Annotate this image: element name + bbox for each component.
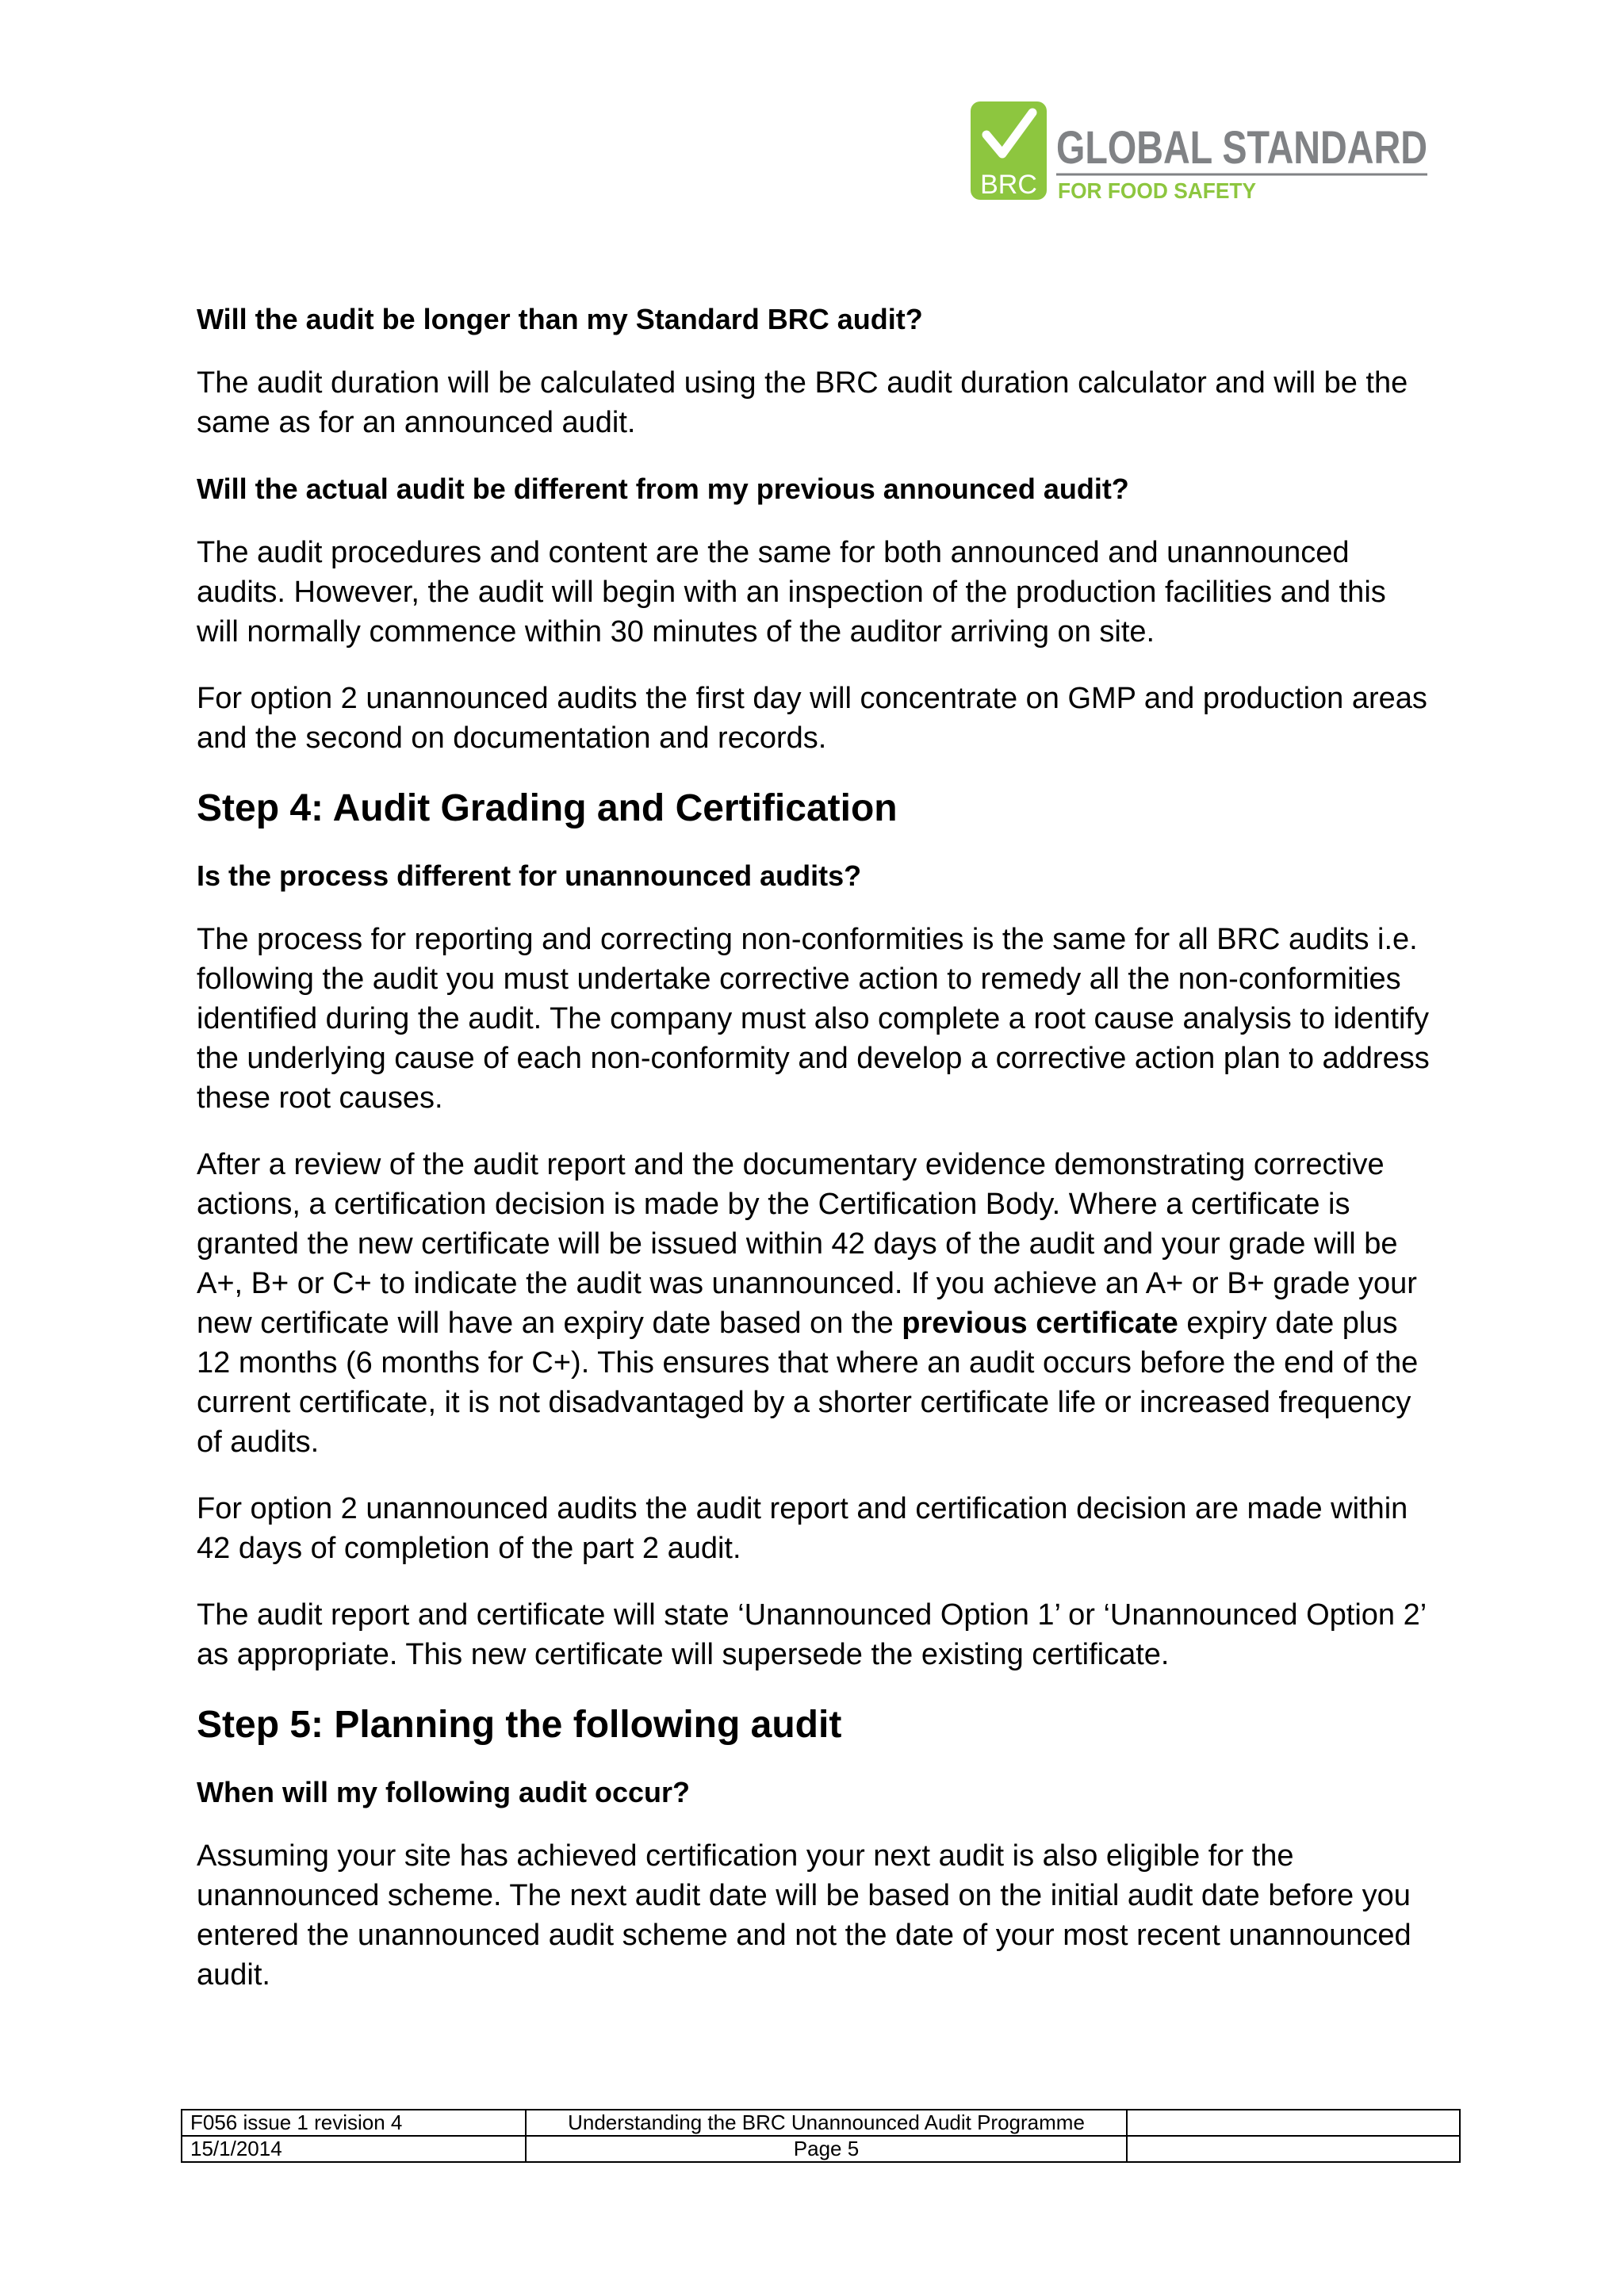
footer-doc-ref: F056 issue 1 revision 4 (182, 2110, 526, 2136)
review-text-before: After a review of the audit report and the documentary evidence demonstrating corrective actions, a certification decision is made by the Certification Body. Where a certificate is granted the new certificate will be issued within 42 days of the audit and your grade will be A+, B+ or C+ to indicate the audit was unannounced. If you achieve an A+ or B+ grade your new certificate will have an expiry date based on the (197, 1148, 1417, 1340)
brc-logo (969, 100, 1429, 203)
paragraph-option2-report: For option 2 unannounced audits the audit report and certification decision are made within 42 days of completion of the part 2 audit. (197, 1492, 1408, 1565)
question-audit-different: Will the actual audit be different from my previous announced audit? (197, 473, 1129, 505)
footer-page-number: Page 5 (526, 2136, 1127, 2162)
review-text-after: expiry date plus 12 months (6 months for C+). This ensures that where an audit occurs before the end of the current certificate, it is not disadvantaged by a shorter certificate life or increased frequency of audits. (197, 1307, 1419, 1459)
page-footer (181, 2109, 1461, 2163)
paragraph-certification-decision (197, 1145, 1434, 1462)
review-text-bold: previous certificate (902, 1307, 1178, 1340)
question-process-different: Is the process different for unannounced audits? (197, 859, 862, 892)
question-audit-length: Will the audit be longer than my Standard BRC audit? (197, 303, 923, 335)
paragraph-option2-days: For option 2 unannounced audits the first day will concentrate on GMP and production areas and the second on documentation and records. (197, 682, 1427, 755)
question-following-audit: When will my following audit occur? (197, 1776, 691, 1808)
document-body (197, 300, 1434, 2022)
logo-mark-text: BRC (980, 170, 1037, 200)
brc-logo-graphic (969, 100, 1429, 203)
heading-step-5: Step 5: Planning the following audit (197, 1704, 842, 1746)
paragraph-certificate-statement: The audit report and certificate will state ‘Unannounced Option 1’ or ‘Unannounced Option 2’ as appropriate. This new certificate will supersede the existing certificate. (197, 1598, 1426, 1671)
footer-date: 15/1/2014 (182, 2136, 526, 2162)
logo-subtitle: FOR FOOD SAFETY (1058, 178, 1257, 203)
footer-empty-cell (1127, 2110, 1460, 2136)
heading-step-4: Step 4: Audit Grading and Certification (197, 787, 898, 829)
paragraph-audit-procedures: The audit procedures and content are the same for both announced and unannounced audits. However, the audit will begin with an inspection of the production facilities and this will normally commence within 30 minutes of the auditor arriving on site. (197, 536, 1386, 649)
paragraph-non-conformities: The process for reporting and correcting non-conformities is the same for all BRC audits i.e. following the audit you must undertake corrective action to remedy all the non-conformities identified during the audit. The company must also complete a root cause analysis to identify the underlying cause of each non-conformity and develop a corrective action plan to address these root causes. (197, 923, 1430, 1115)
footer-doc-title: Understanding the BRC Unannounced Audit Programme (526, 2110, 1127, 2136)
footer-empty-cell (1127, 2136, 1460, 2162)
paragraph-next-audit: Assuming your site has achieved certification your next audit is also eligible for the unannounced scheme. The next audit date will be based on the initial audit date before you entered the unannounced audit scheme and not the date of your most recent unannounced audit. (197, 1839, 1411, 1992)
logo-title: GLOBAL STANDARD (1056, 122, 1427, 174)
paragraph-audit-duration: The audit duration will be calculated using the BRC audit duration calculator and will be the same as for an announced audit. (197, 366, 1408, 439)
